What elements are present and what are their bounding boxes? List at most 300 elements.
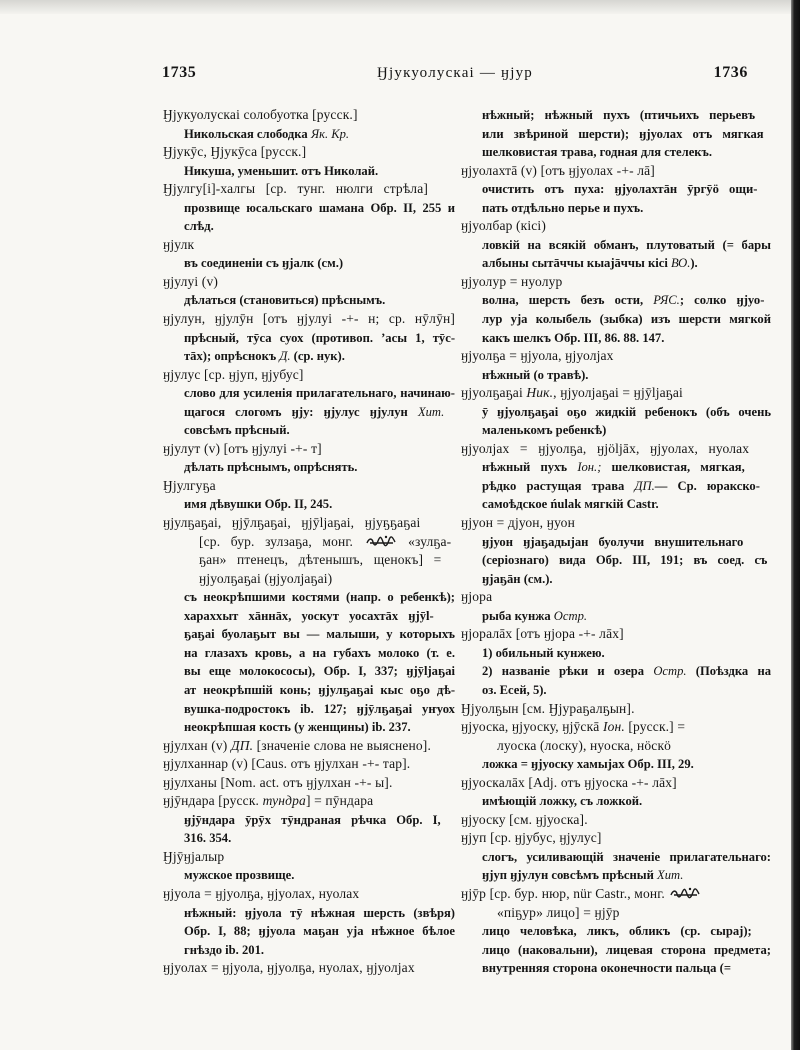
line-content — [184, 829, 231, 848]
definition-line — [163, 254, 455, 273]
line-content — [184, 941, 264, 960]
headword-continuation-line — [461, 904, 771, 923]
line-content — [184, 384, 455, 403]
line-content — [184, 329, 455, 348]
definition-line — [163, 625, 455, 644]
definition-line — [163, 681, 455, 700]
line-text: ӈјуп [ср. ӈјубус, ӈјулус] — [461, 830, 602, 846]
line-content — [163, 477, 216, 496]
line-content — [461, 774, 677, 793]
line-text: ӈјуолахтā (v) [отъ ӈјуолах -+- лā] — [461, 162, 655, 178]
line-content — [482, 366, 588, 385]
line-text: ӈјуоску [см. ӈјуоска]. — [461, 811, 588, 827]
definition-line — [163, 458, 455, 477]
definition-line — [461, 329, 771, 348]
line-content — [482, 236, 771, 255]
line-content — [184, 588, 455, 607]
line-text: 316. 354. — [184, 831, 232, 846]
line-content — [163, 737, 431, 756]
line-content — [482, 959, 731, 978]
line-text: 2) названіе рѣки и озера — [482, 664, 654, 679]
line-content — [461, 885, 702, 904]
definition-line — [163, 421, 455, 440]
line-content — [184, 403, 444, 422]
definition-line — [461, 310, 771, 329]
definition-line — [163, 588, 455, 607]
line-text: на глазахъ кровь, а на губахъ молоко (т. е. — [184, 645, 456, 660]
line-content — [482, 125, 764, 144]
line-text: Ӈјуолҕын [см. Ӈјураҕалҕын]. — [461, 700, 635, 716]
line-text: ӈјулус [ср. ӈјуп, ӈјубус] — [163, 366, 304, 382]
line-text: ӈјуон = дјуон, ӈуон — [461, 515, 575, 531]
line-content — [497, 904, 620, 923]
definition-line — [461, 533, 771, 552]
line-content — [461, 700, 635, 719]
entry-headword-line — [163, 143, 455, 162]
line-text: ] = пӯндара — [305, 793, 374, 809]
line-content — [461, 718, 685, 737]
line-text: шелковистая, мягкая, — [601, 460, 745, 475]
line-text: дѣлать прѣснымъ, опрѣснять. — [184, 460, 358, 475]
entry-headword-line — [163, 366, 455, 385]
line-text: ҕан» птенецъ, дѣтенышъ, щенокъ] = — [199, 552, 442, 568]
definition-line — [461, 366, 771, 385]
line-text: ӈјора — [461, 589, 493, 605]
line-content — [163, 959, 415, 978]
line-text: слѣд. — [184, 219, 214, 234]
entry-headword-line — [461, 774, 771, 793]
line-text: [значеніе слова не выяснено]. — [253, 737, 431, 753]
source-abbreviation: ДП. — [230, 737, 254, 753]
line-text: самоѣдское ńulak мягкій Castr. — [482, 497, 659, 512]
line-content — [482, 495, 659, 514]
entry-headword-line — [163, 106, 455, 125]
definition-line — [461, 236, 771, 255]
line-text: ӯ ӈјуолҕаҕаі оҕо жидкій ребенокъ (объ очень — [482, 404, 771, 419]
source-abbreviation: Остр. — [553, 608, 588, 623]
line-text: въ соединеніи съ ӈјалк (см.) — [184, 256, 344, 271]
line-content — [482, 533, 743, 552]
line-text: [ср. бур. зулзаҕа, монг. — [199, 533, 364, 549]
line-text: лур уја колыбель (зыбка) изъ шерсти мягкой — [482, 312, 771, 327]
line-content — [461, 384, 683, 403]
entry-headword-line — [163, 755, 455, 774]
definition-line — [163, 829, 455, 848]
entry-headword-line — [461, 718, 771, 737]
definition-line — [461, 254, 771, 273]
definition-line — [461, 551, 771, 570]
line-text: нѣжный: ӈјуола тӯ нѣжная шерсть (звѣря) — [184, 905, 455, 920]
line-content — [163, 885, 359, 904]
headword-continuation-line — [163, 533, 455, 552]
line-text: ӈјулк — [163, 236, 195, 252]
line-text: или звѣриной шерсти); ӈјуолах отъ мягкая — [482, 126, 764, 141]
dictionary-column-right — [461, 106, 771, 978]
definition-line — [461, 792, 771, 811]
line-content — [184, 904, 455, 923]
line-text: дѣлаться (становиться) прѣснымъ. — [184, 293, 386, 308]
entry-headword-line — [163, 959, 455, 978]
page-number-right: 1736 — [713, 64, 748, 81]
line-text: съ неокрѣпшими костями (напр. о ребенкѣ); — [184, 590, 455, 605]
line-content — [184, 162, 378, 181]
line-text: хараххыт хāннāх, уоскут уосахтāх ӈјӯl- — [184, 608, 434, 623]
line-content — [184, 458, 357, 477]
line-content — [482, 291, 764, 310]
line-text: ӈјулуі (v) — [163, 273, 218, 289]
line-text: ӈјоралāх [отъ ӈјора -+- лāх] — [461, 626, 624, 642]
definition-line — [461, 662, 771, 681]
line-text: неокрѣпшая кость (у женщины) ib. 237. — [184, 720, 411, 735]
definition-line — [163, 291, 455, 310]
line-text: вы еще молокососы), Обр. I, 337; ӈјӯlјаҕаі — [184, 664, 456, 679]
line-text: 1) обильный кунжею. — [482, 645, 605, 660]
line-content — [461, 273, 562, 292]
line-text: ӈјулун, ӈјулӯн [отъ ӈјулуі -+- н; ср. нӯлӯн] — [163, 311, 455, 327]
definition-line — [163, 700, 455, 719]
source-abbreviation: Іон. — [602, 719, 625, 735]
page-header — [160, 64, 750, 86]
line-text: волна, шерсть безъ ости, — [482, 293, 654, 308]
line-content — [199, 570, 332, 589]
definition-line — [163, 384, 455, 403]
line-content — [482, 681, 547, 700]
source-abbreviation: ДП. — [634, 478, 655, 493]
line-text: (серіознаго) вида Обр. III, 191; въ соед. съ — [482, 553, 768, 568]
line-content — [199, 533, 451, 552]
definition-line — [461, 291, 771, 310]
line-content — [482, 755, 694, 774]
line-content — [482, 199, 643, 218]
line-content — [163, 180, 428, 199]
line-content — [482, 570, 553, 589]
mongolian-script-icon — [670, 886, 700, 901]
line-content — [482, 180, 757, 199]
line-content — [184, 662, 455, 681]
entry-headword-line — [461, 440, 771, 459]
line-content — [461, 588, 492, 607]
line-content — [482, 607, 587, 626]
line-text: внутренняя сторона оконечности пальца (= — [482, 961, 731, 976]
source-abbreviation: Остр. — [653, 664, 687, 679]
definition-line — [461, 125, 771, 144]
page-number-left: 1735 — [162, 64, 197, 81]
mongolian-script-icon — [366, 534, 396, 549]
line-content — [482, 254, 698, 273]
line-content — [184, 421, 290, 440]
line-text: совсѣмъ прѣсный. — [184, 423, 290, 438]
entry-headword-line — [163, 848, 455, 867]
line-content — [184, 495, 332, 514]
definition-line — [461, 607, 771, 626]
line-text: имѣющій ложку, съ ложкой. — [482, 794, 643, 809]
line-content — [184, 199, 455, 218]
line-text: рѣдко растущая трава — [482, 478, 635, 493]
line-text: (ср. нук). — [290, 349, 345, 364]
line-content — [184, 625, 455, 644]
line-text: нѣжный; нѣжный пухъ (птичьихъ перьевъ — [482, 108, 756, 122]
definition-line — [163, 941, 455, 960]
definition-line — [163, 329, 455, 348]
line-text: ӈјулут (v) [отъ ӈјулуі -+- т] — [163, 440, 322, 456]
line-content — [163, 755, 410, 774]
line-text: [русск.] = — [624, 719, 686, 735]
entry-headword-line — [163, 737, 455, 756]
line-text: ҕаҕаі буолаҕыт вы — малыши, у которыхъ — [184, 627, 456, 642]
definition-line — [163, 347, 455, 366]
line-text: ӈјуолбар (кісі) — [461, 218, 546, 234]
definition-line — [461, 458, 771, 477]
line-text: — Ср. юракско- — [654, 478, 760, 493]
line-text: имя дѣвушки Обр. II, 245. — [184, 497, 333, 512]
entry-headword-line — [163, 774, 455, 793]
line-text: «піҕур» лицо] = ӈјӯр — [497, 904, 620, 920]
line-text: Ӈјукуолускаі солобуотка [русск.] — [163, 107, 358, 122]
line-text: ӈјулҕаҕаі, ӈјӯлҕаҕаі, ӈјӯlјаҕаі, ӈјуҕҕаҕаі — [163, 515, 421, 531]
source-abbreviation: ВО. — [671, 256, 691, 271]
line-content — [461, 829, 602, 848]
line-text: Ӈјукӯс, Ӈјукӯса [русск.] — [163, 144, 307, 160]
line-text: ӈјуолҕа = ӈјуола, ӈјуолјах — [461, 348, 614, 364]
line-content — [497, 737, 671, 756]
line-text: лицо (наковальни), лицевая сторона предмета; — [482, 942, 771, 957]
line-text: оз. Есей, 5). — [482, 682, 547, 697]
line-text: ӈјулханнар (v) [Caus. отъ ӈјулхан -+- тар]. — [163, 756, 411, 772]
line-content — [163, 106, 358, 125]
definition-line — [163, 811, 455, 830]
definition-line — [163, 866, 455, 885]
definition-line — [461, 941, 771, 960]
line-text: ). — [690, 256, 698, 271]
line-content — [163, 236, 194, 255]
line-text: нѣжный пухъ — [482, 460, 578, 475]
line-content — [199, 551, 441, 570]
entry-headword-line — [461, 384, 771, 403]
entry-headword-line — [163, 477, 455, 496]
line-content — [184, 644, 455, 663]
line-text: прѣсный, тӯса суох (противоп. ʼасы 1, тӯс- — [184, 330, 456, 345]
definition-line — [163, 199, 455, 218]
entry-headword-line — [163, 236, 455, 255]
entry-headword-line — [461, 829, 771, 848]
source-abbreviation: Іон.; — [577, 460, 602, 475]
line-content — [163, 774, 392, 793]
line-text: какъ шелкъ Обр. III, 86. 88. 147. — [482, 330, 665, 345]
source-abbreviation: Д. — [279, 349, 291, 364]
line-text: Никуша, уменьшит. отъ Николай. — [184, 163, 379, 178]
line-text: ловкій на всякій обманъ, плутоватый (= бары — [482, 237, 771, 252]
line-content — [482, 848, 771, 867]
line-content — [482, 662, 771, 681]
definition-line — [163, 217, 455, 236]
line-text: Никольская слободка — [184, 126, 311, 141]
line-content — [184, 866, 294, 885]
entry-headword-line — [163, 273, 455, 292]
definition-line — [461, 199, 771, 218]
line-content — [482, 310, 771, 329]
definition-line — [461, 755, 771, 774]
line-content — [461, 217, 546, 236]
line-content — [482, 792, 642, 811]
entry-headword-line — [461, 588, 771, 607]
scan-page-edge — [791, 0, 800, 1050]
line-text: ӈјӯр [ср. бур. нюр, nür Castr., монг. — [461, 885, 669, 901]
line-text: лицо человѣка, ликъ, обликъ (ср. сырај); — [482, 924, 752, 939]
entry-headword-line — [461, 347, 771, 366]
line-content — [482, 922, 752, 941]
entry-headword-line — [163, 310, 455, 329]
entry-headword-line — [461, 273, 771, 292]
line-content — [184, 254, 343, 273]
line-text: ӈјӯндара [русск. — [163, 793, 263, 809]
line-text: ӈјуола = ӈјуолҕа, ӈјуолах, нуолах — [163, 885, 360, 901]
line-text: ӈјуолҕаҕаі (ӈјуолјаҕаі) — [199, 570, 333, 586]
line-content — [482, 421, 606, 440]
line-content — [163, 366, 304, 385]
entry-headword-line — [163, 440, 455, 459]
definition-line — [163, 662, 455, 681]
definition-line — [461, 922, 771, 941]
entry-headword-line — [461, 162, 771, 181]
source-abbreviation: РЯС. — [653, 293, 680, 308]
line-content — [163, 440, 322, 459]
line-content — [184, 291, 385, 310]
line-text: очистить отъ пуха: ӈјуолахтāн ӯргӯӧ ощи- — [482, 182, 758, 197]
line-content — [184, 607, 434, 626]
definition-line — [461, 421, 771, 440]
line-content — [184, 700, 455, 719]
line-text: ӈјуоскалāх [Adj. отъ ӈјуоска -+- лāх] — [461, 774, 677, 790]
definition-line — [163, 904, 455, 923]
definition-line — [461, 570, 771, 589]
definition-line — [461, 644, 771, 663]
line-text: Обр. I, 88; ӈјуола маҕан уја нѣжное бѣлое — [184, 924, 456, 939]
line-content — [163, 514, 420, 533]
line-text: ӈјуолах = ӈјуола, ӈјуолҕа, нуолах, ӈјуолјах — [163, 960, 415, 976]
line-content — [184, 217, 214, 236]
source-abbreviation: Як. Кр. — [310, 126, 350, 141]
definition-line — [163, 644, 455, 663]
entry-headword-line — [461, 885, 771, 904]
line-content — [163, 848, 224, 867]
line-text: прозвище юсальскаго шамана Обр. II, 255 и — [184, 200, 455, 215]
line-content — [482, 403, 771, 422]
line-text: ӈјӯндара ӯрӯх тӯндраная рѣчка Обр. I, — [184, 812, 441, 827]
dictionary-column-left — [163, 106, 455, 978]
line-text: слогъ, усиливающій значеніе прилагательнаго: — [482, 849, 771, 864]
line-text: Ӈјулгуҕа — [163, 477, 216, 493]
entry-headword-line — [461, 217, 771, 236]
line-text: маленькомъ ребенкѣ) — [482, 423, 607, 438]
line-content — [163, 310, 455, 329]
line-text: ӈјуоска, ӈјуоску, ӈјӯскā — [461, 719, 603, 735]
line-content — [461, 625, 624, 644]
line-text: луоска (лоску), нуоска, нӧскӧ — [497, 737, 672, 753]
line-content — [184, 347, 345, 366]
line-content — [461, 811, 588, 830]
line-text: тāх); опрѣснокъ — [184, 349, 280, 364]
line-content — [482, 941, 771, 960]
line-content — [482, 143, 712, 162]
line-text: ӈјуон ӈјаҕадыјан буолучи внушительнаго — [482, 534, 744, 549]
line-text: «зулҕа- — [397, 533, 452, 549]
line-text: ӈјаҕāн (см.). — [482, 571, 553, 586]
definition-line — [461, 681, 771, 700]
line-text: ӈјуолур = нуолур — [461, 273, 563, 289]
definition-line — [163, 162, 455, 181]
entry-headword-line — [461, 625, 771, 644]
line-content — [482, 106, 755, 125]
line-text: ; солко ӈјуо- — [679, 293, 765, 308]
line-text: албыны сытāччы кыаjāччы кісі — [482, 256, 671, 271]
line-content — [461, 440, 749, 459]
entry-headword-line — [461, 700, 771, 719]
definition-line — [461, 403, 771, 422]
definition-line — [461, 848, 771, 867]
entry-headword-line — [163, 514, 455, 533]
line-text: мужское прозвище. — [184, 868, 295, 883]
line-content — [482, 866, 683, 885]
definition-line — [461, 106, 771, 125]
definition-line — [163, 922, 455, 941]
definition-line — [163, 495, 455, 514]
line-content — [461, 514, 575, 533]
definition-line — [461, 495, 771, 514]
line-content — [482, 458, 745, 477]
line-content — [163, 143, 306, 162]
definition-line — [163, 607, 455, 626]
entry-headword-line — [163, 180, 455, 199]
line-text: , ӈјуолјаҕаі = ӈјӯlјаҕаі — [553, 385, 683, 401]
line-content — [482, 329, 664, 348]
line-text: вушка-подростокъ ib. 127; ӈјӯлҕаҕаі уҥуох — [184, 701, 455, 716]
definition-line — [461, 143, 771, 162]
line-content — [482, 644, 605, 663]
line-content — [461, 347, 614, 366]
source-abbreviation: тундра — [262, 793, 306, 809]
line-text: слово для усиленія прилагательнаго, начинаю- — [184, 386, 456, 401]
definition-line — [461, 959, 771, 978]
line-content — [163, 792, 373, 811]
line-text: ложка = ӈјуоску хамыјах Обр. III, 29. — [482, 757, 694, 772]
line-text: (Поѣздка на — [686, 664, 772, 679]
line-content — [184, 811, 441, 830]
source-abbreviation: Хит. — [657, 868, 684, 883]
line-text: Ӈјӯӈјалыр — [163, 848, 225, 864]
line-text: пать отдѣльно перье и пухъ. — [482, 200, 644, 215]
entry-headword-line — [461, 514, 771, 533]
line-text: ӈјуолјах = ӈјуолҕа, ӈјӧlјāх, ӈјуолах, нуолах — [461, 440, 750, 456]
line-text: шелковистая трава, годная для стелекъ. — [482, 145, 713, 160]
line-text: ӈјулханы [Nom. act. отъ ӈјулхан -+- ы]. — [163, 774, 393, 790]
line-text: щагося слогомъ ӈју: ӈјулус ӈјулун — [184, 404, 418, 419]
source-abbreviation: Ник. — [526, 385, 554, 401]
line-text: ӈјуолҕаҕаі — [461, 385, 527, 401]
line-text: Ӈјулгу[і]-халгы [ср. тунг. нюлги стрѣла] — [163, 181, 428, 197]
line-content — [482, 477, 760, 496]
line-text: ӈјулхан (v) — [163, 737, 231, 753]
definition-line — [163, 125, 455, 144]
entry-headword-line — [461, 811, 771, 830]
line-text: гнѣздо ib. 201. — [184, 942, 265, 957]
line-content — [163, 273, 218, 292]
definition-line — [461, 180, 771, 199]
definition-line — [163, 718, 455, 737]
line-text: нѣжный (о травѣ). — [482, 367, 589, 382]
scan-top-shadow — [0, 0, 791, 14]
line-content — [184, 681, 455, 700]
definition-line — [461, 477, 771, 496]
